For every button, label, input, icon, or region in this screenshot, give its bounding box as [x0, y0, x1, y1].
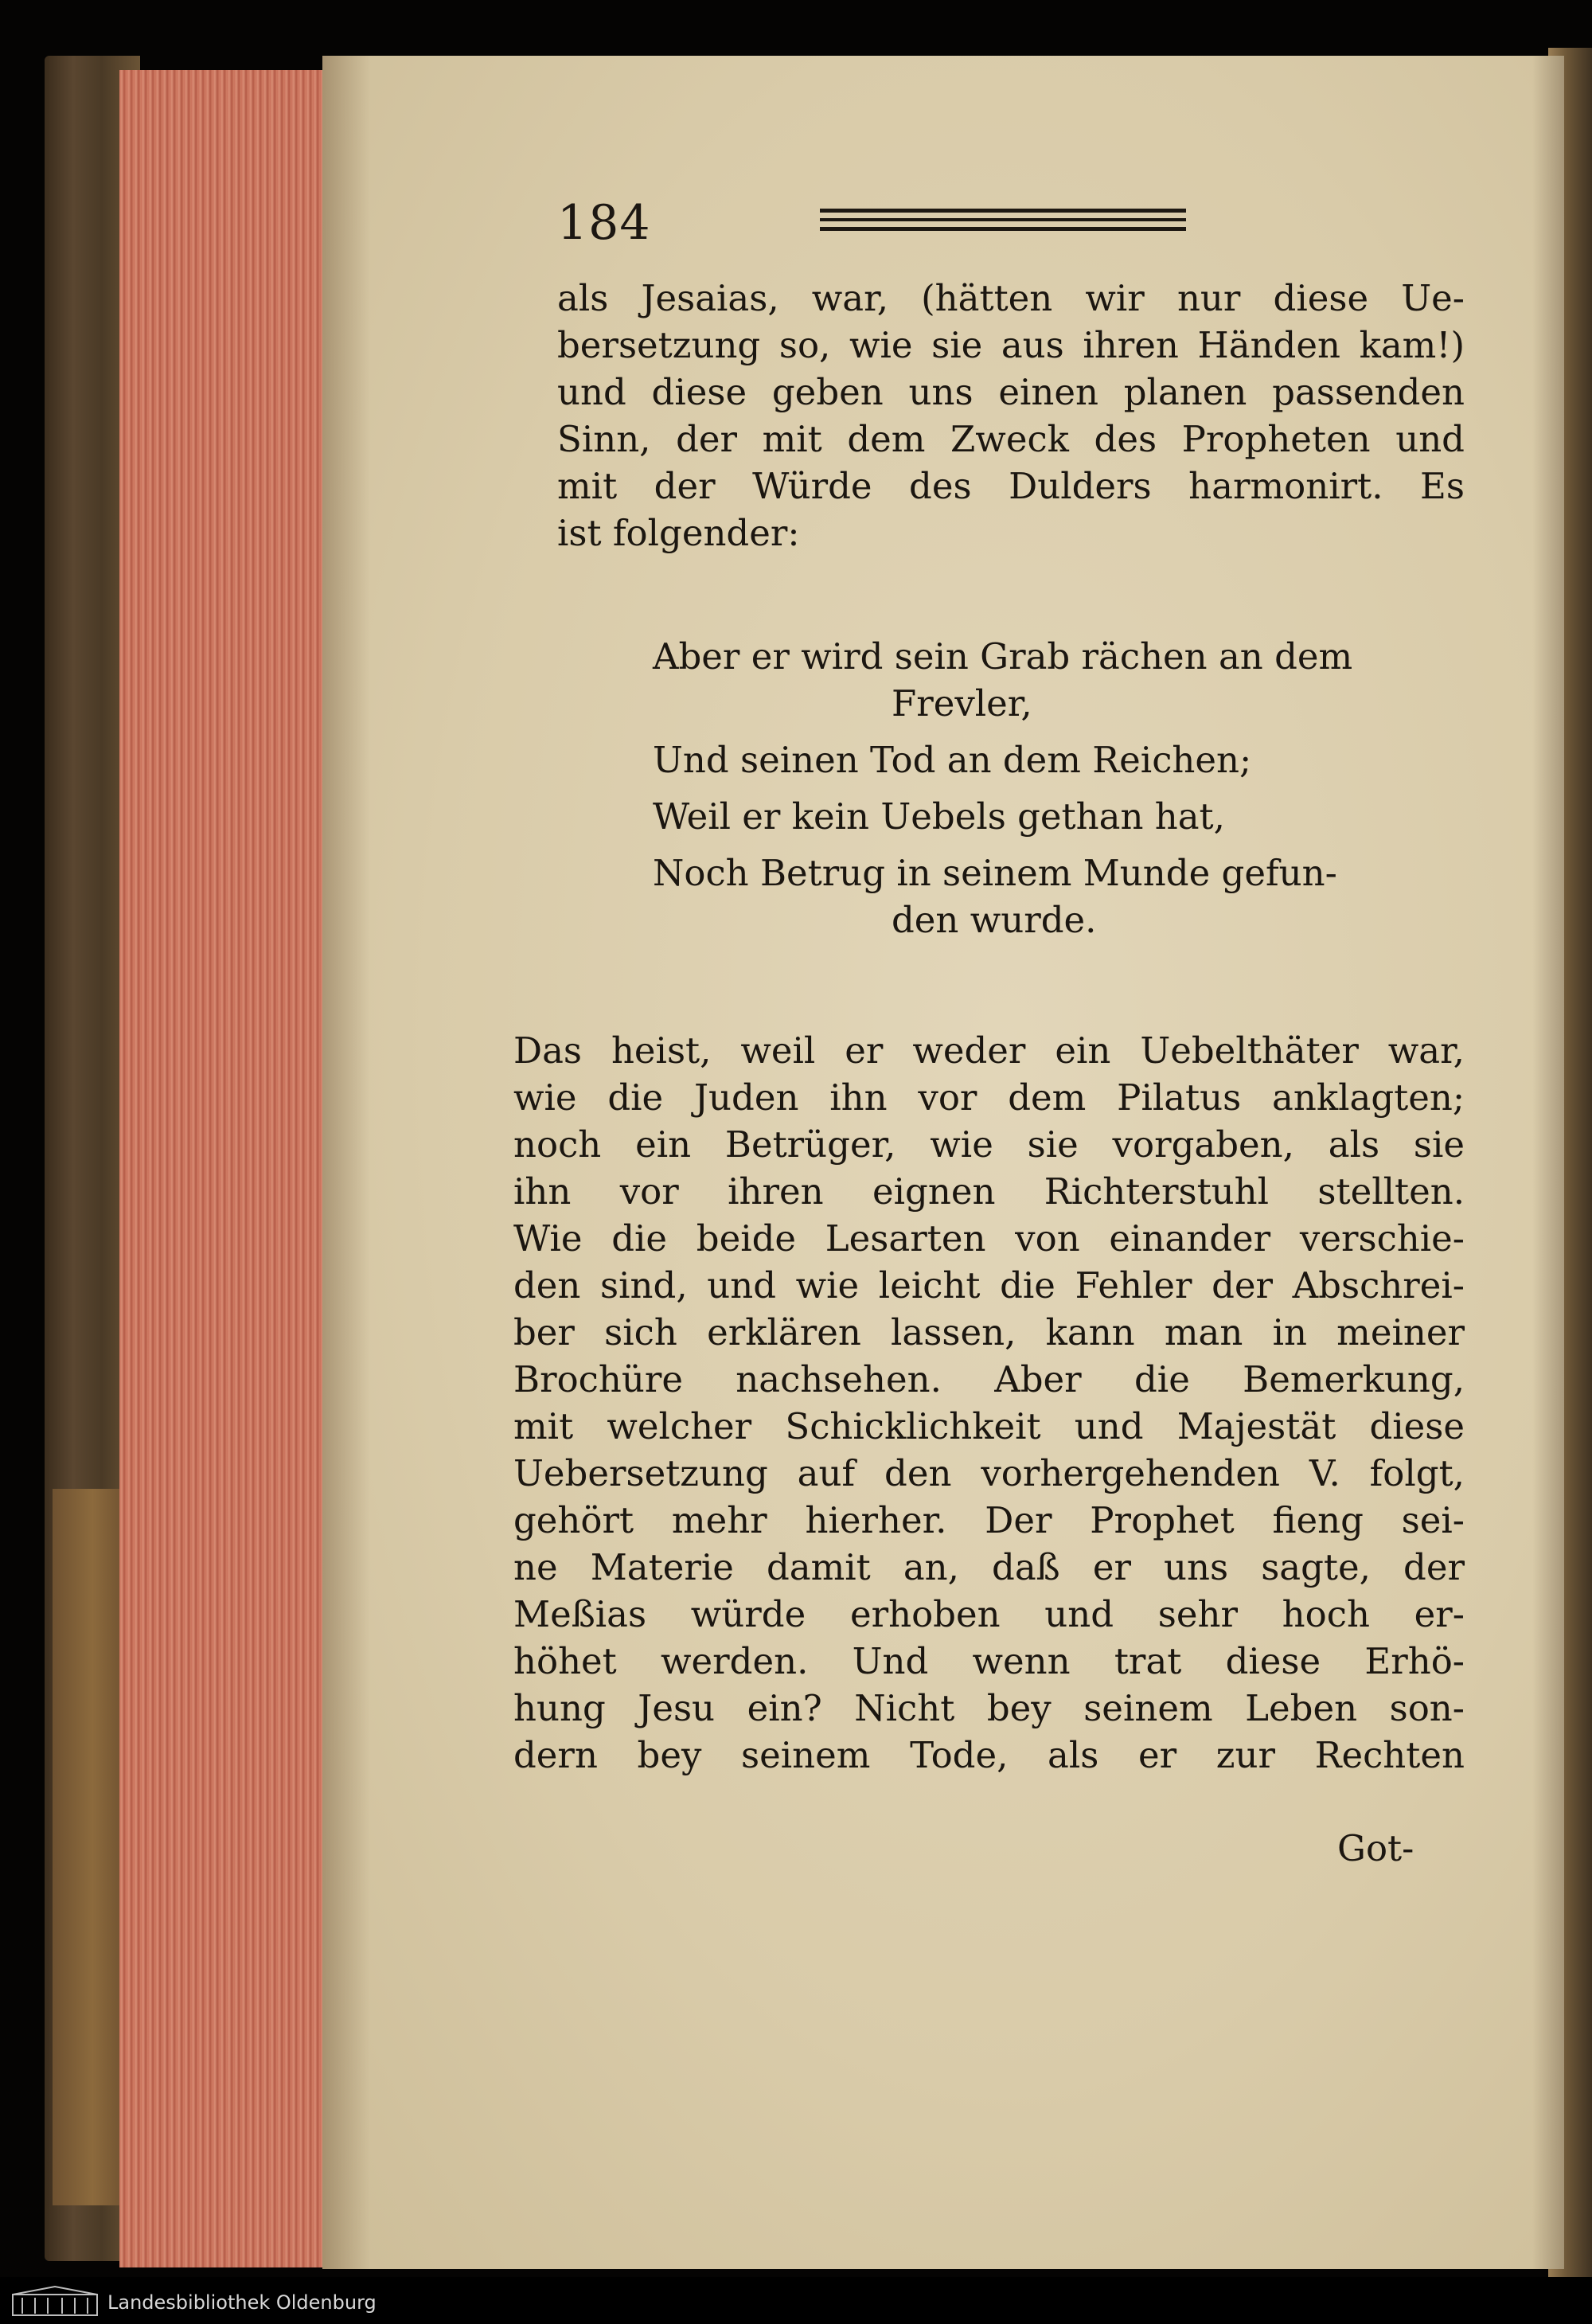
text-line: gehört mehr hierher. Der Prophet fieng sei- [513, 1499, 1465, 1541]
text-line: als Jesaias, war, (hätten wir nur diese Ue- [557, 277, 1465, 319]
text-line: Wie die beide Lesarten von einander verschie- [513, 1217, 1465, 1260]
verse-line: Aber er wird sein Grab rächen an dem [653, 635, 1353, 678]
text-line: ihn vor ihren eignen Richterstuhl stellten. [513, 1170, 1465, 1213]
fold-shadow [1532, 56, 1564, 2269]
text-line: wie die Juden ihn vor dem Pilatus anklagten; [513, 1076, 1465, 1119]
text-line: mit der Würde des Dulders harmonirt. Es [557, 465, 1465, 507]
text-line: mit welcher Schicklichkeit und Majestät diese [513, 1405, 1465, 1447]
text-line: ist folgender: [557, 512, 800, 554]
verse-line: Noch Betrug in seinem Munde gefun- [653, 852, 1337, 894]
text-line: Das heist, weil er weder ein Uebelthäter war, [513, 1029, 1465, 1072]
verse-quotation [557, 633, 1465, 943]
text-line: und diese geben uns einen planen passenden [557, 371, 1465, 413]
page-block-edge [119, 70, 322, 2267]
text-line: Meßias würde erhoben und sehr hoch er- [513, 1593, 1465, 1635]
page-number: 184 [557, 195, 651, 251]
verse-line: den wurde. [892, 899, 1097, 941]
text-line: noch ein Betrüger, wie sie vorgaben, als sie [513, 1123, 1465, 1166]
library-building-icon [11, 2285, 99, 2317]
text-line: ber sich erklären lassen, kann man in meiner [513, 1311, 1465, 1353]
text-line: dern bey seinem Tode, als er zur Rechten [513, 1734, 1465, 1776]
paragraph-1 [557, 275, 1465, 557]
verse-line: Frevler, [892, 682, 1032, 725]
text-line: Sinn, der mit dem Zweck des Propheten und [557, 418, 1465, 460]
verse-line: Und seinen Tod an dem Reichen; [653, 739, 1252, 781]
library-name: Landesbibliothek Oldenburg [107, 2291, 377, 2314]
text-line: höhet werden. Und wenn trat diese Erhö- [513, 1640, 1465, 1682]
text-line: Uebersetzung auf den vorhergehenden V. folgt, [513, 1452, 1465, 1494]
text-line: den sind, und wie leicht die Fehler der Abschrei- [513, 1264, 1465, 1307]
text-line: hung Jesu ein? Nicht bey seinem Leben son- [513, 1687, 1465, 1729]
catchword: Got- [1337, 1827, 1414, 1869]
header-rule [820, 209, 1186, 231]
text-line: Brochüre nachsehen. Aber die Bemerkung, [513, 1358, 1465, 1400]
paragraph-2 [513, 1027, 1465, 1779]
verse-line: Weil er kein Uebels gethan hat, [653, 795, 1225, 838]
gutter-shadow [322, 56, 370, 2269]
text-line: bersetzung so, wie sie aus ihren Händen kam!) [557, 324, 1465, 366]
text-line: ne Materie damit an, daß er uns sagte, der [513, 1546, 1465, 1588]
